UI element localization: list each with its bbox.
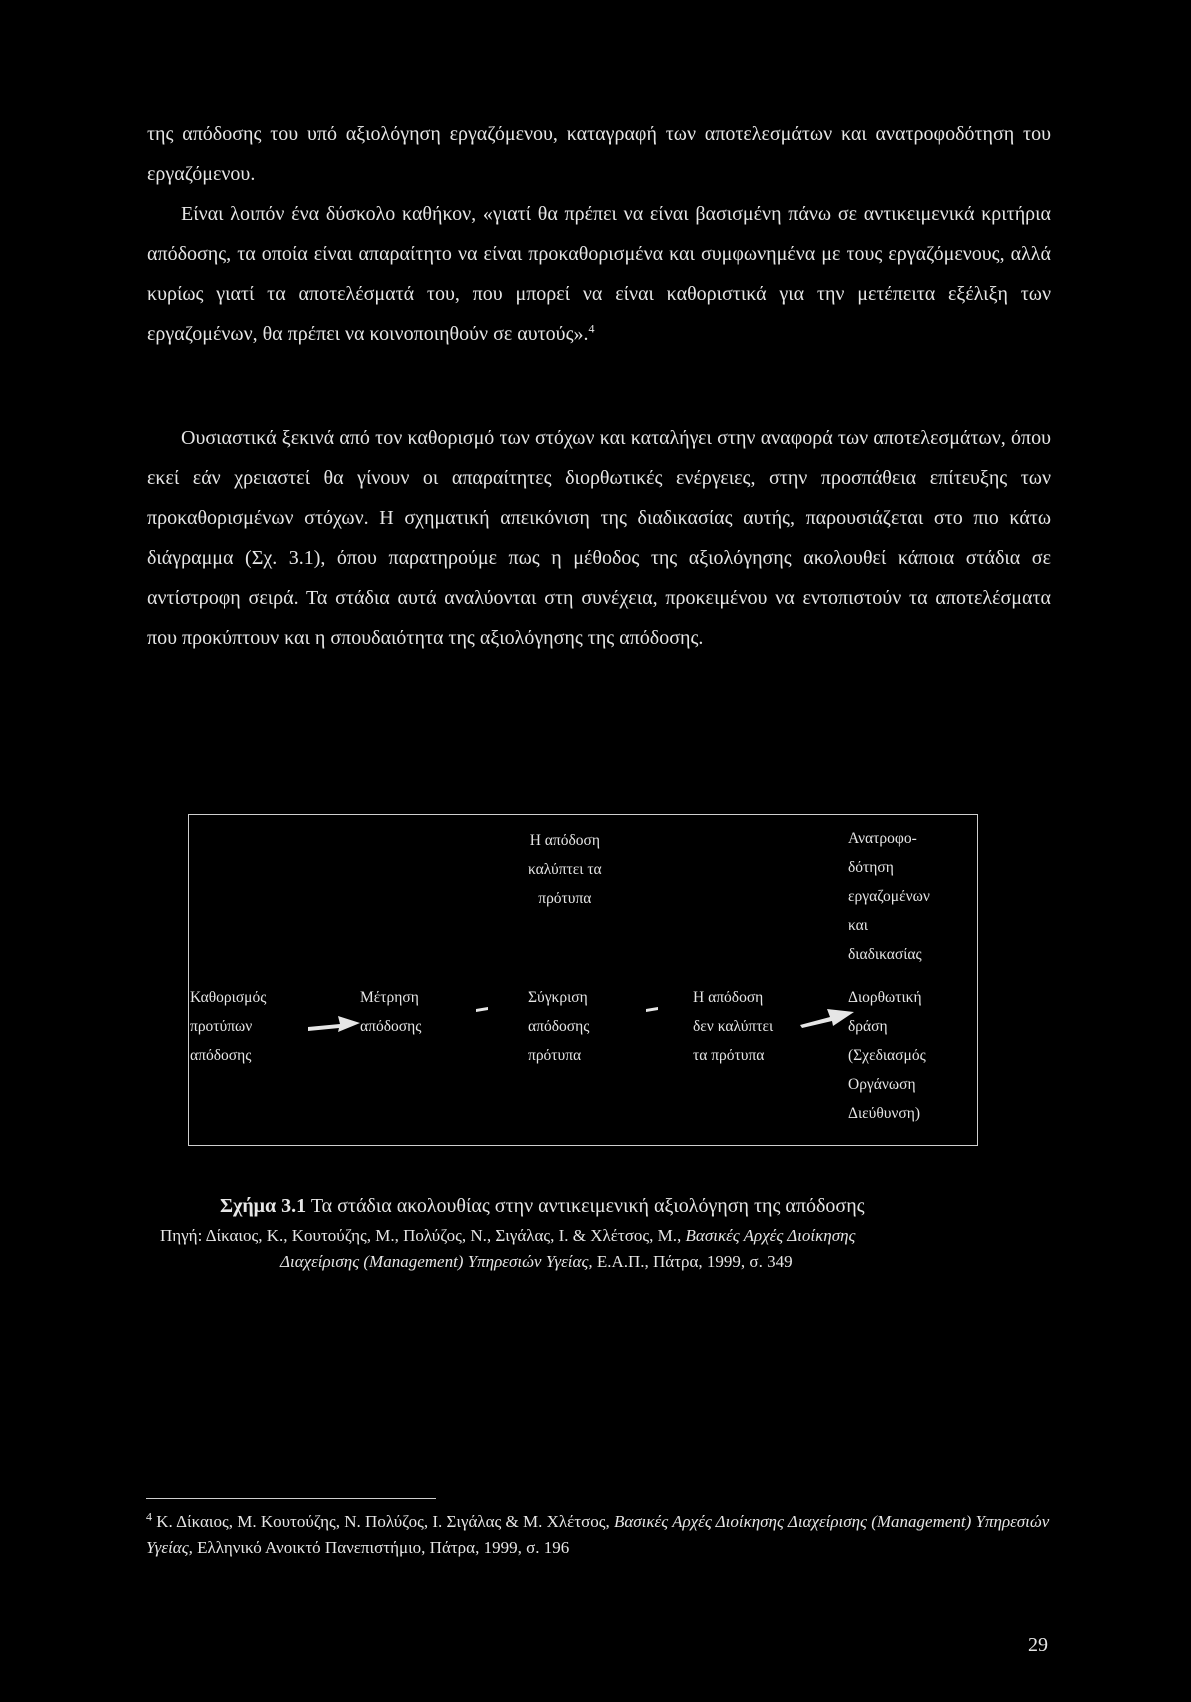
diagram-stage-3: Σύγκριση απόδοσης πρότυπα (528, 989, 590, 1064)
paragraph-3: Ουσιαστικά ξεκινά από τον καθορισμό των στόχων και καταλήγει στην αναφορά των αποτελεσμάτων, όπου εκεί εάν χρειαστεί θα γίνουν οι απαραίτητες διορθωτικές ενέργειες, στην προσπάθεια επίτευξης των προκαθορισμένων στόχων. Η σχηματική απεικόνιση της διαδικασίας αυτής, παρουσιάζεται στο πιο κάτω διάγραμμα (Σχ. 3.1), όπου παρατηρούμε πως η μέθοδος της αξιολόγησης ακολουθεί κάποια στάδια σε αντίστροφη σειρά. Τα στάδια αυτά αναλύονται στη συνέχεια, προκειμένου να εντοπιστούν τα αποτελέσματα που προκύπτουν και η σπουδαιότητα της αξιολόγησης της απόδοσης. (147, 427, 1051, 649)
diagram-stage-2: Μέτρηση απόδοσης (360, 989, 422, 1035)
dash-icon (476, 1006, 492, 1014)
figure-source: Πηγή: Δίκαιος, Κ., Κουτούζης, Μ., Πολύζος, Ν., Σιγάλας, Ι. & Χλέτσος, Μ., Βασικές Αρχές Διοίκησης Διαχείρισης (Management) Υπηρεσιών Υγείας, Ε.Α.Π., Πάτρα, 1999, σ. 349 (160, 1226, 856, 1271)
diagram-stage-5: Διορθωτική δράση (Σχεδιασμός Οργάνωση Διεύθυνση) (848, 989, 926, 1122)
page-number: 29 (1028, 1634, 1048, 1656)
arrow-right-icon (308, 1012, 360, 1036)
footnote-divider (146, 1498, 436, 1499)
diagram-stage-4: Η απόδοση δεν καλύπτει τα πρότυπα (693, 989, 774, 1064)
arrow-right-icon (800, 1004, 854, 1030)
paragraph-1: της απόδοσης του υπό αξιολόγηση εργαζόμενου, καταγραφή των αποτελεσμάτων και ανατροφοδότηση του εργαζόμενου. (147, 123, 1051, 185)
paragraph-2: Είναι λοιπόν ένα δύσκολο καθήκον, «γιατί θα πρέπει να είναι βασισμένη πάνω σε αντικειμενικά κριτήρια απόδοσης, τα οποία είναι απαραίτητο να είναι προκαθορισμένα και συμφωνημένα με τους εργαζόμενους, αλλά κυρίως γιατί τα αποτελέσματά του, που μπορεί να είναι καθοριστικά για την μετέπειτα εξέλιξη των εργαζομένων, θα πρέπει να κοινοποιηθούν σε αυτούς».$^4$ (147, 203, 1051, 345)
diagram-top-middle: Η απόδοση καλύπτει τα πρότυπα (528, 832, 602, 907)
footnote: $^4$ Κ. Δίκαιος, Μ. Κουτούζης, Ν. Πολύζος, Ι. Σιγάλας & Μ. Χλέτσος, Βασικές Αρχές Διοίκησης Διαχείρισης (Management) Υπηρεσιών Υγείας, Ελληνικό Ανοικτό Πανεπιστήμιο, Πάτρα, 1999, σ. 196 (146, 1509, 1050, 1557)
diagram-top-right: Ανατροφο- δότηση εργαζομένων και διαδικασίας (848, 830, 930, 963)
figure-caption: Σχήμα 3.1 Τα στάδια ακολουθίας στην αντικειμενική αξιολόγηση της απόδοσης (220, 1195, 865, 1217)
footnote-ref: 4 (588, 321, 595, 336)
dash-icon (646, 1006, 662, 1014)
diagram-stage-1: Καθορισμός προτύπων απόδοσης (190, 989, 267, 1064)
